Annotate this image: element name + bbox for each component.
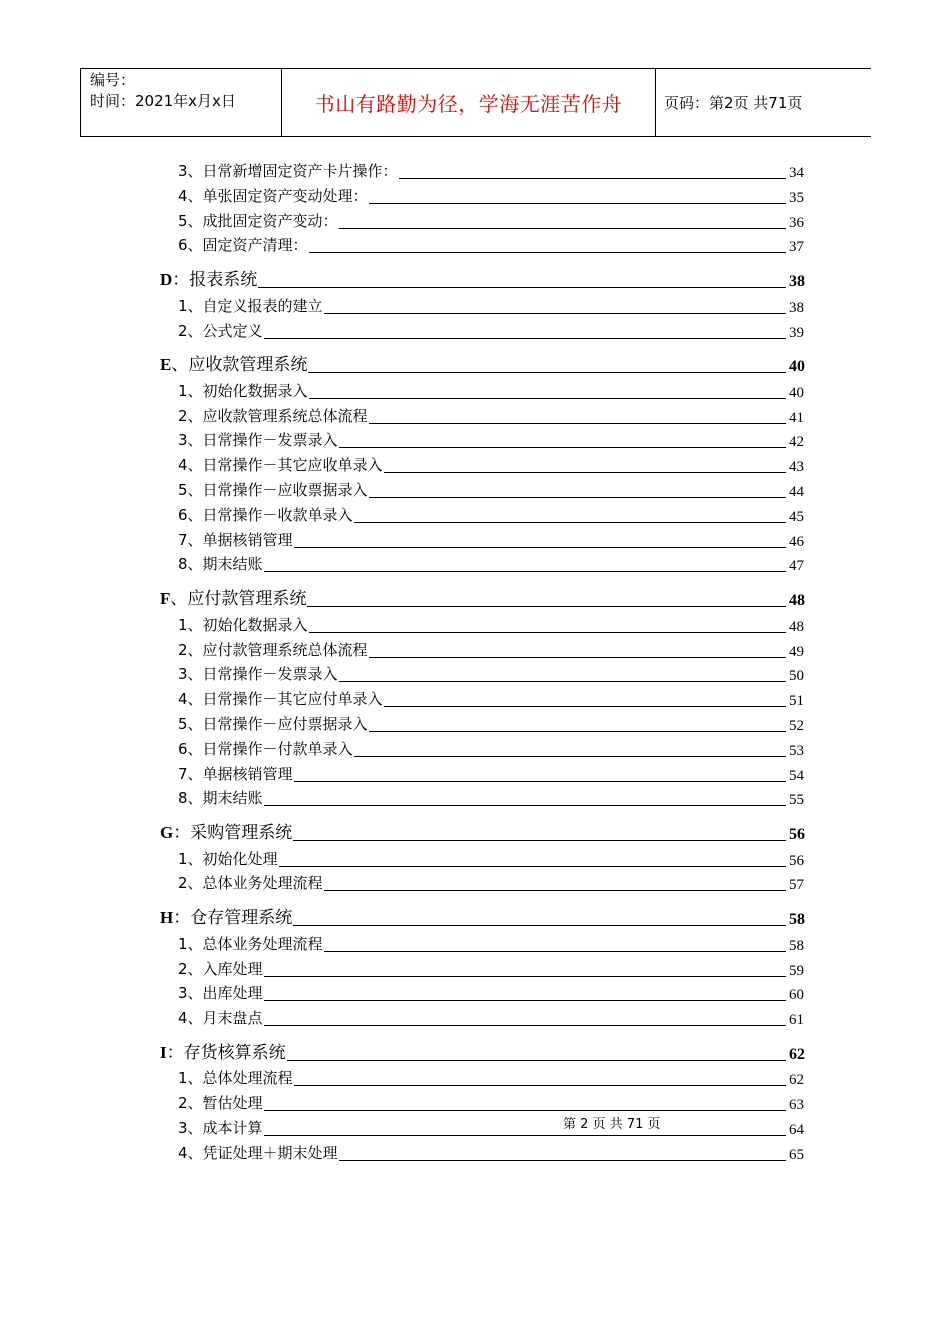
toc-section-letter: F	[160, 589, 171, 609]
toc-entry-title: 3、成本计算	[178, 1119, 263, 1137]
toc-page-number: 48	[789, 592, 805, 610]
toc-entry[interactable]	[0, 872, 950, 896]
toc-entry[interactable]	[0, 504, 950, 528]
toc-page-number: 38	[789, 299, 804, 316]
toc-leader-line	[339, 1160, 786, 1161]
toc-entry[interactable]	[0, 295, 950, 319]
toc-leader-line	[354, 522, 786, 523]
toc-entry[interactable]	[0, 479, 950, 503]
toc-section-letter: D	[160, 270, 173, 290]
toc-leader-line	[293, 840, 786, 841]
toc-entry[interactable]	[0, 713, 950, 737]
toc-section-letter: H	[160, 908, 174, 928]
toc-leader-line	[294, 547, 786, 548]
toc-entry[interactable]	[0, 614, 950, 638]
toc-entry[interactable]	[0, 160, 950, 184]
toc-entry-title: 2、应收款管理系统总体流程	[178, 406, 368, 425]
toc-leader-line	[264, 1000, 786, 1001]
toc-leader-line	[294, 1085, 786, 1086]
toc-page-number: 62	[789, 1045, 805, 1063]
toc-page-number: 65	[789, 1146, 804, 1163]
toc-leader-line	[264, 1135, 786, 1136]
number-label: 编号：	[90, 71, 136, 89]
toc-leader-line	[369, 497, 786, 498]
toc-leader-line	[369, 731, 786, 732]
toc-leader-line	[258, 287, 786, 288]
toc-entry[interactable]	[0, 1117, 950, 1141]
toc-entry-title: 6、固定资产清理：	[178, 236, 308, 255]
toc-entry-title: 2、暂估处理	[178, 1094, 263, 1113]
time-label: 时间：2021年x月x日	[90, 92, 236, 110]
toc-entry-title: 5、日常操作－应收票据录入	[178, 481, 368, 499]
toc-leader-line	[339, 228, 786, 229]
toc-entry-title: 1、自定义报表的建立	[178, 296, 323, 315]
toc-entry[interactable]	[0, 1092, 950, 1116]
toc-leader-line	[308, 372, 786, 373]
toc-entry[interactable]	[0, 738, 950, 762]
toc-section-title: ：报表系统	[172, 270, 258, 291]
toc-leader-line	[369, 423, 786, 424]
toc-leader-line	[324, 951, 786, 952]
toc-page-number: 51	[789, 693, 804, 710]
toc-page-number: 64	[789, 1122, 804, 1138]
toc-page-number: 56	[789, 852, 804, 869]
toc-entry-title: 3、出库处理	[178, 984, 263, 1003]
toc-section-entry[interactable]	[0, 588, 950, 612]
toc-page-number: 48	[789, 618, 804, 635]
toc-entry[interactable]	[0, 380, 950, 404]
toc-section-entry[interactable]	[0, 907, 950, 931]
toc-entry-title: 4、日常操作－其它应付单录入	[178, 690, 383, 709]
toc-page-number: 44	[789, 484, 804, 500]
toc-leader-line	[264, 976, 786, 977]
toc-leader-line	[293, 925, 786, 926]
toc-leader-line	[264, 1025, 786, 1026]
toc-leader-line	[264, 805, 786, 806]
toc-entry-title: 1、总体处理流程	[178, 1069, 293, 1088]
toc-page-number: 50	[789, 668, 804, 685]
toc-entry-title: 7、单据核销管理	[178, 764, 293, 783]
toc-entry-title: 2、总体业务处理流程	[178, 874, 323, 893]
toc-page-number: 46	[789, 533, 804, 550]
toc-entry-title: 1、初始化处理	[178, 849, 278, 868]
toc-page-number: 39	[789, 324, 804, 341]
toc-page-number: 47	[789, 558, 804, 575]
toc-entry-title: 4、月末盘点	[178, 1009, 263, 1028]
toc-entry-title: 5、日常操作－应付票据录入	[178, 714, 368, 733]
toc-entry-title: 6、日常操作－付款单录入	[178, 739, 353, 758]
toc-section-entry[interactable]	[0, 269, 950, 293]
toc-entry[interactable]	[0, 1067, 950, 1091]
toc-entry[interactable]	[0, 405, 950, 429]
toc-leader-line	[294, 781, 786, 782]
footer-page-number: 第 2 页 共 71 页	[563, 1117, 661, 1132]
header-page-info: 页码：第2页 共71页	[664, 94, 803, 112]
toc-entry[interactable]	[0, 185, 950, 209]
toc-page-number: 35	[789, 189, 804, 206]
toc-section-entry[interactable]	[0, 1042, 950, 1066]
toc-section-entry[interactable]	[0, 822, 950, 846]
toc-section-title: ：存货核算系统	[166, 1042, 286, 1063]
toc-leader-line	[309, 632, 786, 633]
toc-entry-title	[160, 903, 292, 928]
toc-entry[interactable]	[0, 663, 950, 687]
toc-entry-title: 1、总体业务处理流程	[178, 934, 323, 953]
toc-entry-title: 4、单张固定资产变动处理：	[178, 186, 368, 205]
toc-entry-title: 8、期末结账	[178, 555, 263, 574]
toc-entry[interactable]	[0, 958, 950, 982]
toc-entry[interactable]	[0, 848, 950, 872]
toc-page-number: 37	[789, 239, 804, 256]
toc-entry[interactable]	[0, 639, 950, 663]
toc-entry-title	[160, 818, 292, 843]
toc-page-number: 40	[789, 358, 805, 376]
toc-entry-title	[160, 350, 307, 375]
toc-entry-title: 8、期末结账	[178, 789, 263, 808]
toc-entry[interactable]	[0, 982, 950, 1006]
toc-page-number: 53	[789, 742, 804, 759]
toc-leader-line	[354, 756, 786, 757]
toc-leader-line	[324, 890, 786, 891]
toc-entry-title: 4、凭证处理＋期末处理	[178, 1143, 338, 1162]
toc-entry-title	[160, 265, 257, 290]
toc-entry-title: 4、日常操作－其它应收单录入	[178, 456, 383, 475]
toc-entry[interactable]	[0, 210, 950, 234]
toc-entry-title	[160, 584, 306, 609]
toc-page-number: 56	[789, 826, 805, 844]
toc-page-number: 63	[789, 1097, 804, 1114]
toc-entry[interactable]	[0, 553, 950, 577]
toc-leader-line	[324, 313, 786, 314]
toc-leader-line	[279, 866, 786, 867]
toc-page-number: 49	[789, 643, 804, 660]
toc-page-number: 54	[789, 767, 804, 784]
toc-section-letter: E	[160, 355, 172, 375]
toc-section-title: ：采购管理系统	[173, 823, 293, 844]
toc-page-number: 34	[789, 165, 804, 181]
toc-entry[interactable]	[0, 234, 950, 258]
toc-section-title: 、应付款管理系统	[170, 589, 307, 610]
toc-page-number: 57	[789, 877, 804, 894]
toc-leader-line	[264, 1110, 786, 1111]
toc-leader-line	[369, 203, 786, 204]
toc-leader-line	[307, 606, 786, 607]
toc-entry[interactable]	[0, 763, 950, 787]
toc-entry-title: 1、初始化数据录入	[178, 381, 308, 400]
toc-entry-title	[160, 1038, 286, 1063]
toc-section-letter: G	[160, 823, 174, 843]
toc-entry-title: 5、成批固定资产变动：	[178, 211, 338, 230]
toc-page-number: 61	[789, 1012, 804, 1029]
toc-page-number: 40	[789, 384, 804, 401]
toc-leader-line	[369, 657, 786, 658]
toc-entry-title: 3、日常新增固定资产卡片操作：	[178, 162, 398, 180]
toc-entry-title: 3、日常操作－发票录入	[178, 665, 338, 684]
toc-section-entry[interactable]	[0, 354, 950, 378]
toc-leader-line	[339, 681, 786, 682]
toc-page-number: 58	[789, 937, 804, 954]
toc-leader-line	[264, 338, 786, 339]
toc-entry-title: 7、单据核销管理	[178, 530, 293, 549]
toc-page-number: 52	[789, 717, 804, 734]
toc-entry[interactable]	[0, 454, 950, 478]
toc-page-number: 43	[789, 459, 804, 476]
toc-entry[interactable]	[0, 1007, 950, 1031]
toc-entry[interactable]	[0, 529, 950, 553]
toc-page-number: 55	[789, 792, 804, 809]
toc-page-number: 60	[789, 987, 804, 1004]
toc-entry[interactable]	[0, 688, 950, 712]
toc-entry[interactable]	[0, 1142, 950, 1166]
toc-leader-line	[309, 252, 786, 253]
toc-page-number: 38	[789, 273, 805, 291]
toc-page-number: 62	[789, 1072, 804, 1089]
toc-page-number: 59	[789, 962, 804, 979]
toc-entry-title: 3、日常操作－发票录入	[178, 431, 338, 450]
toc-page-number: 41	[789, 409, 804, 426]
toc-leader-line	[264, 571, 786, 572]
toc-entry-title: 6、日常操作－收款单录入	[178, 505, 353, 524]
toc-leader-line	[309, 398, 786, 399]
toc-section-title: ：仓存管理系统	[173, 908, 293, 929]
toc-entry-title: 2、公式定义	[178, 321, 263, 340]
toc-leader-line	[384, 472, 786, 473]
toc-leader-line	[287, 1060, 786, 1061]
toc-entry[interactable]	[0, 787, 950, 811]
toc-leader-line	[384, 706, 786, 707]
toc-entry[interactable]	[0, 320, 950, 344]
toc-leader-line	[399, 178, 786, 179]
toc-page-number: 45	[789, 508, 804, 525]
toc-page-number: 42	[789, 434, 804, 451]
toc-entry-title: 2、应付款管理系统总体流程	[178, 640, 368, 659]
motto: 书山有路勤为径，学海无涯苦作舟	[282, 69, 656, 136]
toc-section-title: 、应收款管理系统	[171, 355, 308, 376]
toc-entry-title: 1、初始化数据录入	[178, 615, 308, 634]
toc-page-number: 36	[789, 214, 804, 231]
toc-page-number: 58	[789, 911, 805, 929]
toc-entry-title: 2、入库处理	[178, 959, 263, 978]
toc-entry[interactable]	[0, 429, 950, 453]
toc-leader-line	[339, 447, 786, 448]
toc-section-letter: I	[160, 1042, 167, 1062]
toc-entry[interactable]	[0, 933, 950, 957]
